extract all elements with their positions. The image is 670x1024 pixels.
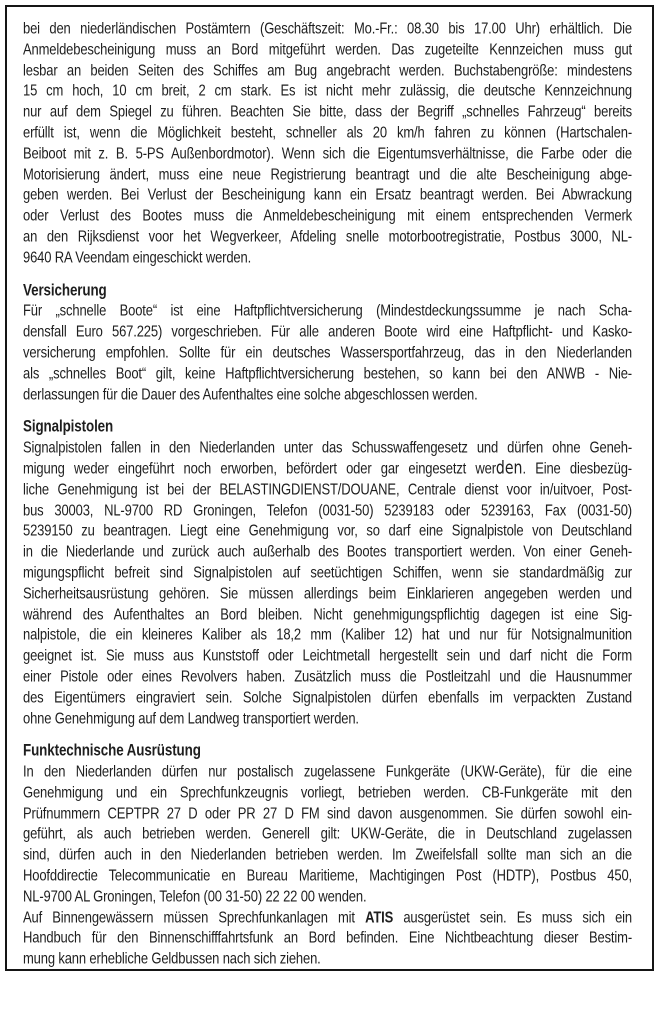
paragraph <box>23 19 632 269</box>
text-line: derlassungen für die Dauer des Aufenthaltes eine solche abgeschlossen werden. <box>23 384 478 403</box>
page-border-frame <box>5 5 654 971</box>
text-line: lesbar an beiden Seiten des Schiffes am Bug angebracht werden. Buchstabengröße: mindestens <box>23 60 632 79</box>
text-line: In den Niederlanden dürfen nur postalisch zugelassene Funkgeräte (UKW-Geräte), für die eine <box>23 761 632 781</box>
text-line: bei den niederländischen Postämtern (Geschäftszeit: Mo.-Fr.: 08.30 bis 17.00 Uhr) erhältlich. Die <box>23 18 632 38</box>
text-line: geben werden. Bei Verlust der Bescheinigung kann ein Ersatz beantragt werden. Bei Abwrackung <box>23 185 632 204</box>
text-line: Für „schnelle Boote“ ist eine Haftpflichtversicherung (Mindestdeckungssumme je nach Scha- <box>23 301 632 320</box>
text-line: einer Pistole oder eines Revolvers haben. Zusätzlich muss die Postleitzahl und die Hausnummer <box>23 666 632 686</box>
text-line: des Eigentümers eingraviert sein. Solche Signalpistolen dürfen ebenfalls im verpackten Zustand <box>23 687 632 707</box>
document-content <box>23 19 632 970</box>
text-line: liche Genehmigung ist bei der BELASTINGDIENST/DOUANE, Centrale dienst voor in/uitvoer, Post- <box>23 479 632 499</box>
text-line: Handbuch für den Binnenschifffahrtsfunk an Bord befinden. Eine Nichtbeachtung dieser Bestim- <box>23 928 632 947</box>
text-line: ohne Genehmigung auf dem Landweg transportiert werden. <box>23 708 359 727</box>
text-line: Beiboot mit z. B. 5-PS Außenbordmotor). Wenn sich die Eigentumsverhältnisse, die Farbe oder die <box>23 143 632 163</box>
section-heading: Versicherung <box>23 280 107 299</box>
paragraph <box>23 762 632 908</box>
text-line: geeignet ist. Sie muss aus Kunststoff oder Leichtmetall hergestellt sein und darf nicht die Form <box>23 645 632 665</box>
text-line: Auf Binnengewässern müssen Sprechfunkanlagen mit ATIS ausgerüstet sein. Es muss sich ein <box>23 907 632 927</box>
paragraph <box>23 908 632 970</box>
text-line: während des Aufenthaltes an Bord bleiben. Nicht genehmigungspflichtig dagegen ist eine Sig- <box>23 604 632 623</box>
text-line: oder Verlust des Bootes muss die Anmeldebescheinigung mit einem entsprechenden Vermerk <box>23 205 632 225</box>
text-line: 15 cm hoch, 10 cm breit, 2 cm stark. Es ist nicht mehr zulässig, die deutsche Kennzeichnung <box>23 81 632 100</box>
paragraph <box>23 301 632 405</box>
text-line: sind, dürfen auch in den Niederlanden betrieben werden. Im Zweifelsfall sollte man sich an die <box>23 845 632 864</box>
section-heading: Signalpistolen <box>23 417 114 436</box>
text-line: Sicherheitsausrüstung gehören. Sie müssen allerdings beim Einklarieren angegeben werden und <box>23 583 632 603</box>
bold-text: ATIS <box>365 907 394 927</box>
text-line: bus 30003, NL-9700 RD Groningen, Telefon (0031-50) 5239183 oder 5239163, Fax (0031-50) <box>23 500 632 519</box>
text-line: densfall Euro 567.225) vorgeschrieben. Für alle anderen Boote wird eine Haftpflicht- und Kasko- <box>23 321 632 341</box>
text-line: NL-9700 AL Groningen, Telefon (00 31-50) 22 22 00 wenden. <box>23 886 367 906</box>
font-quirk-text: den <box>495 458 523 479</box>
text-line: migungspflicht befreit sind Signalpistolen auf seetüchtigen Schiffen, wenn sie standardmäßig zur <box>23 562 632 582</box>
text-line: mung kann erhebliche Geldbussen nach sich ziehen. <box>23 949 321 968</box>
text-line: als „schnelles Boot“ gilt, keine Haftpflichtversicherung bestehen, so kann bei den ANWB - Nie- <box>23 363 632 383</box>
text-line: Hoofddirectie Telecommunicatie en Bureau Maritieme, Machtigingen Post (HDTP), Postbus 450, <box>23 865 632 885</box>
text-line: an den Rijksdienst voor het Wegverkeer, Afdeling snelle motorbootregistratie, Postbus 3000, NL- <box>23 226 632 246</box>
text-line: erfüllt ist, wenn die Möglichkeit besteht, schneller als 20 km/h fahren zu können (Hartschalen- <box>23 122 632 142</box>
text-line: nur auf dem Spiegel zu führen. Beachten Sie bitte, dass der Begriff „schnelles Fahrzeug“ bereits <box>23 101 632 121</box>
text-line: Prüfnummern CEPTPR 27 D oder PR 27 D FM sind davon ausgenommen. Sie dürfen sowohl ein- <box>23 803 632 823</box>
text-line: in die Niederlande und zurück auch außerhalb des Bootes transportiert werden. Von einer Geneh- <box>23 541 632 561</box>
text-line: versicherung empfohlen. Sollte für ein deutsches Wassersportfahrzeug, das in den Niederlanden <box>23 342 632 362</box>
text-line: geführt, als auch betrieben werden. Generell gilt: UKW-Geräte, die in Deutschland zugelassen <box>23 824 632 843</box>
paragraph <box>23 438 632 729</box>
text-line: migung weder eingeführt noch erworben, befördert oder gar eingesetzt werden. Eine diesbezüg- <box>23 458 632 479</box>
text-line: 5239150 zu beantragen. Liegt eine Genehmigung vor, so darf eine Signalpistole von Deutschland <box>23 521 632 540</box>
text-line: Genehmigung und ein Sprechfunkzeugnis vorliegt, betrieben werden. CB-Funkgeräte mit den <box>23 782 632 802</box>
text-line: nalpistole, die ein kleineres Kaliber als 18,2 mm (Kaliber 12) hat und nur für Notsignalmunition <box>23 625 632 644</box>
text-line: 9640 RA Veendam eingeschickt werden. <box>23 247 252 267</box>
text-line: Motorisierung ändert, muss eine neue Registrierung beantragt und die alte Bescheinigung abge- <box>23 164 632 183</box>
text-line: Anmeldebescheinigung muss an Bord mitgeführt werden. Das zugeteilte Kennzeichen muss gut <box>23 39 632 59</box>
section-heading: Funktechnische Ausrüstung <box>23 741 201 760</box>
text-line: Signalpistolen fallen in den Niederlanden unter das Schusswaffengesetz und dürfen ohne Geneh- <box>23 437 632 457</box>
